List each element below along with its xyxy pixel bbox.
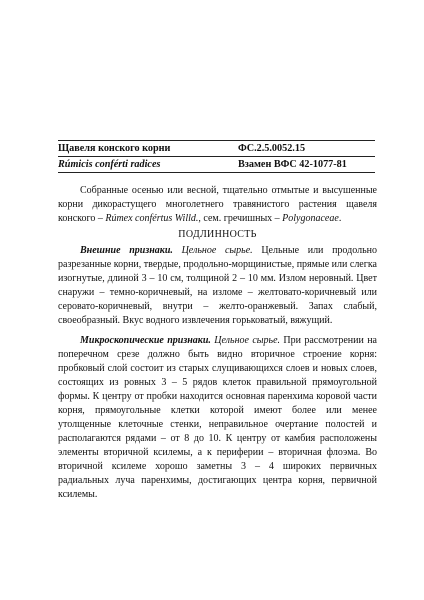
- microscopic-features-label: Микроскопические признаки.: [80, 335, 211, 346]
- microscopic-features-text: При рассмотрении на поперечном срезе должно быть видно вторичное строение корня: пробковый слой состоит из старых слущивающихся слоев и новых слоев, состоящих из ровных 3 – 5 рядов клеток правильной прямоугольной формы. К центру от пробки находится основная паренхима коровой части корня, прямоугольные клетки которой имеют более или менее утолщенные клеточные стенки, неправильное очертание полостей и располагаются рядами – от 8 до 10. К центру от камбия расположены элементы вторичной ксилемы, а к периферии – вторичная флоэма. Во вторичной ксилеме хорошо заметны 3 – 4 широких первичных радиальных луча паренхимы, достигающих центра корня, первичной ксилемы.: [58, 335, 377, 500]
- monograph-replaces: Взамен ВФС 42-1077-81: [238, 158, 347, 170]
- header-row-1: [58, 140, 375, 156]
- monograph-name-lat: Rúmicis conférti radices: [58, 158, 161, 170]
- intro-text-1: Собранные осенью или весной, тщательно отмытые и высушенные корни дикорастущего многолетнего травянистого растения щавеля конского –: [58, 185, 377, 224]
- intro-text-3: .: [338, 213, 342, 224]
- monograph-code: ФС.2.5.0052.15: [238, 142, 306, 154]
- microscopic-features-paragraph: [58, 334, 377, 502]
- document-body: [58, 184, 377, 502]
- header-rule-bottom: [58, 172, 375, 173]
- microscopic-features-sublabel: Цельное сырье.: [210, 335, 281, 346]
- family-latin: Polygonaceae: [282, 213, 339, 224]
- species-latin: Rúmex confértus Willd.: [105, 213, 199, 224]
- intro-text-2: , сем. гречишных –: [198, 213, 283, 224]
- external-features-label: Внешние признаки.: [80, 245, 173, 256]
- intro-paragraph: [58, 184, 377, 226]
- monograph-name-ru: Щавеля конского корни: [58, 142, 171, 154]
- external-features-text: Цельные или продольно разрезанные корни, твердые, продольно-морщинистые, прямые или слегка изогнутые, длиной 3 – 10 см, толщиной 2 – 10 мм. Излом неровный. Цвет снаружи – темно-коричневый, на изломе – желтовато-коричневый или серовато-коричневый, внутри – желто-оранжевый. Запах слабый, своеобразный. Вкус водного извлечения горьковатый, вяжущий.: [58, 245, 377, 326]
- header-row-2: [58, 156, 375, 172]
- authenticity-heading: ПОДЛИННОСТЬ: [178, 229, 257, 240]
- external-features-sublabel: Цельное сырье.: [172, 245, 253, 256]
- external-features-paragraph: [58, 244, 377, 328]
